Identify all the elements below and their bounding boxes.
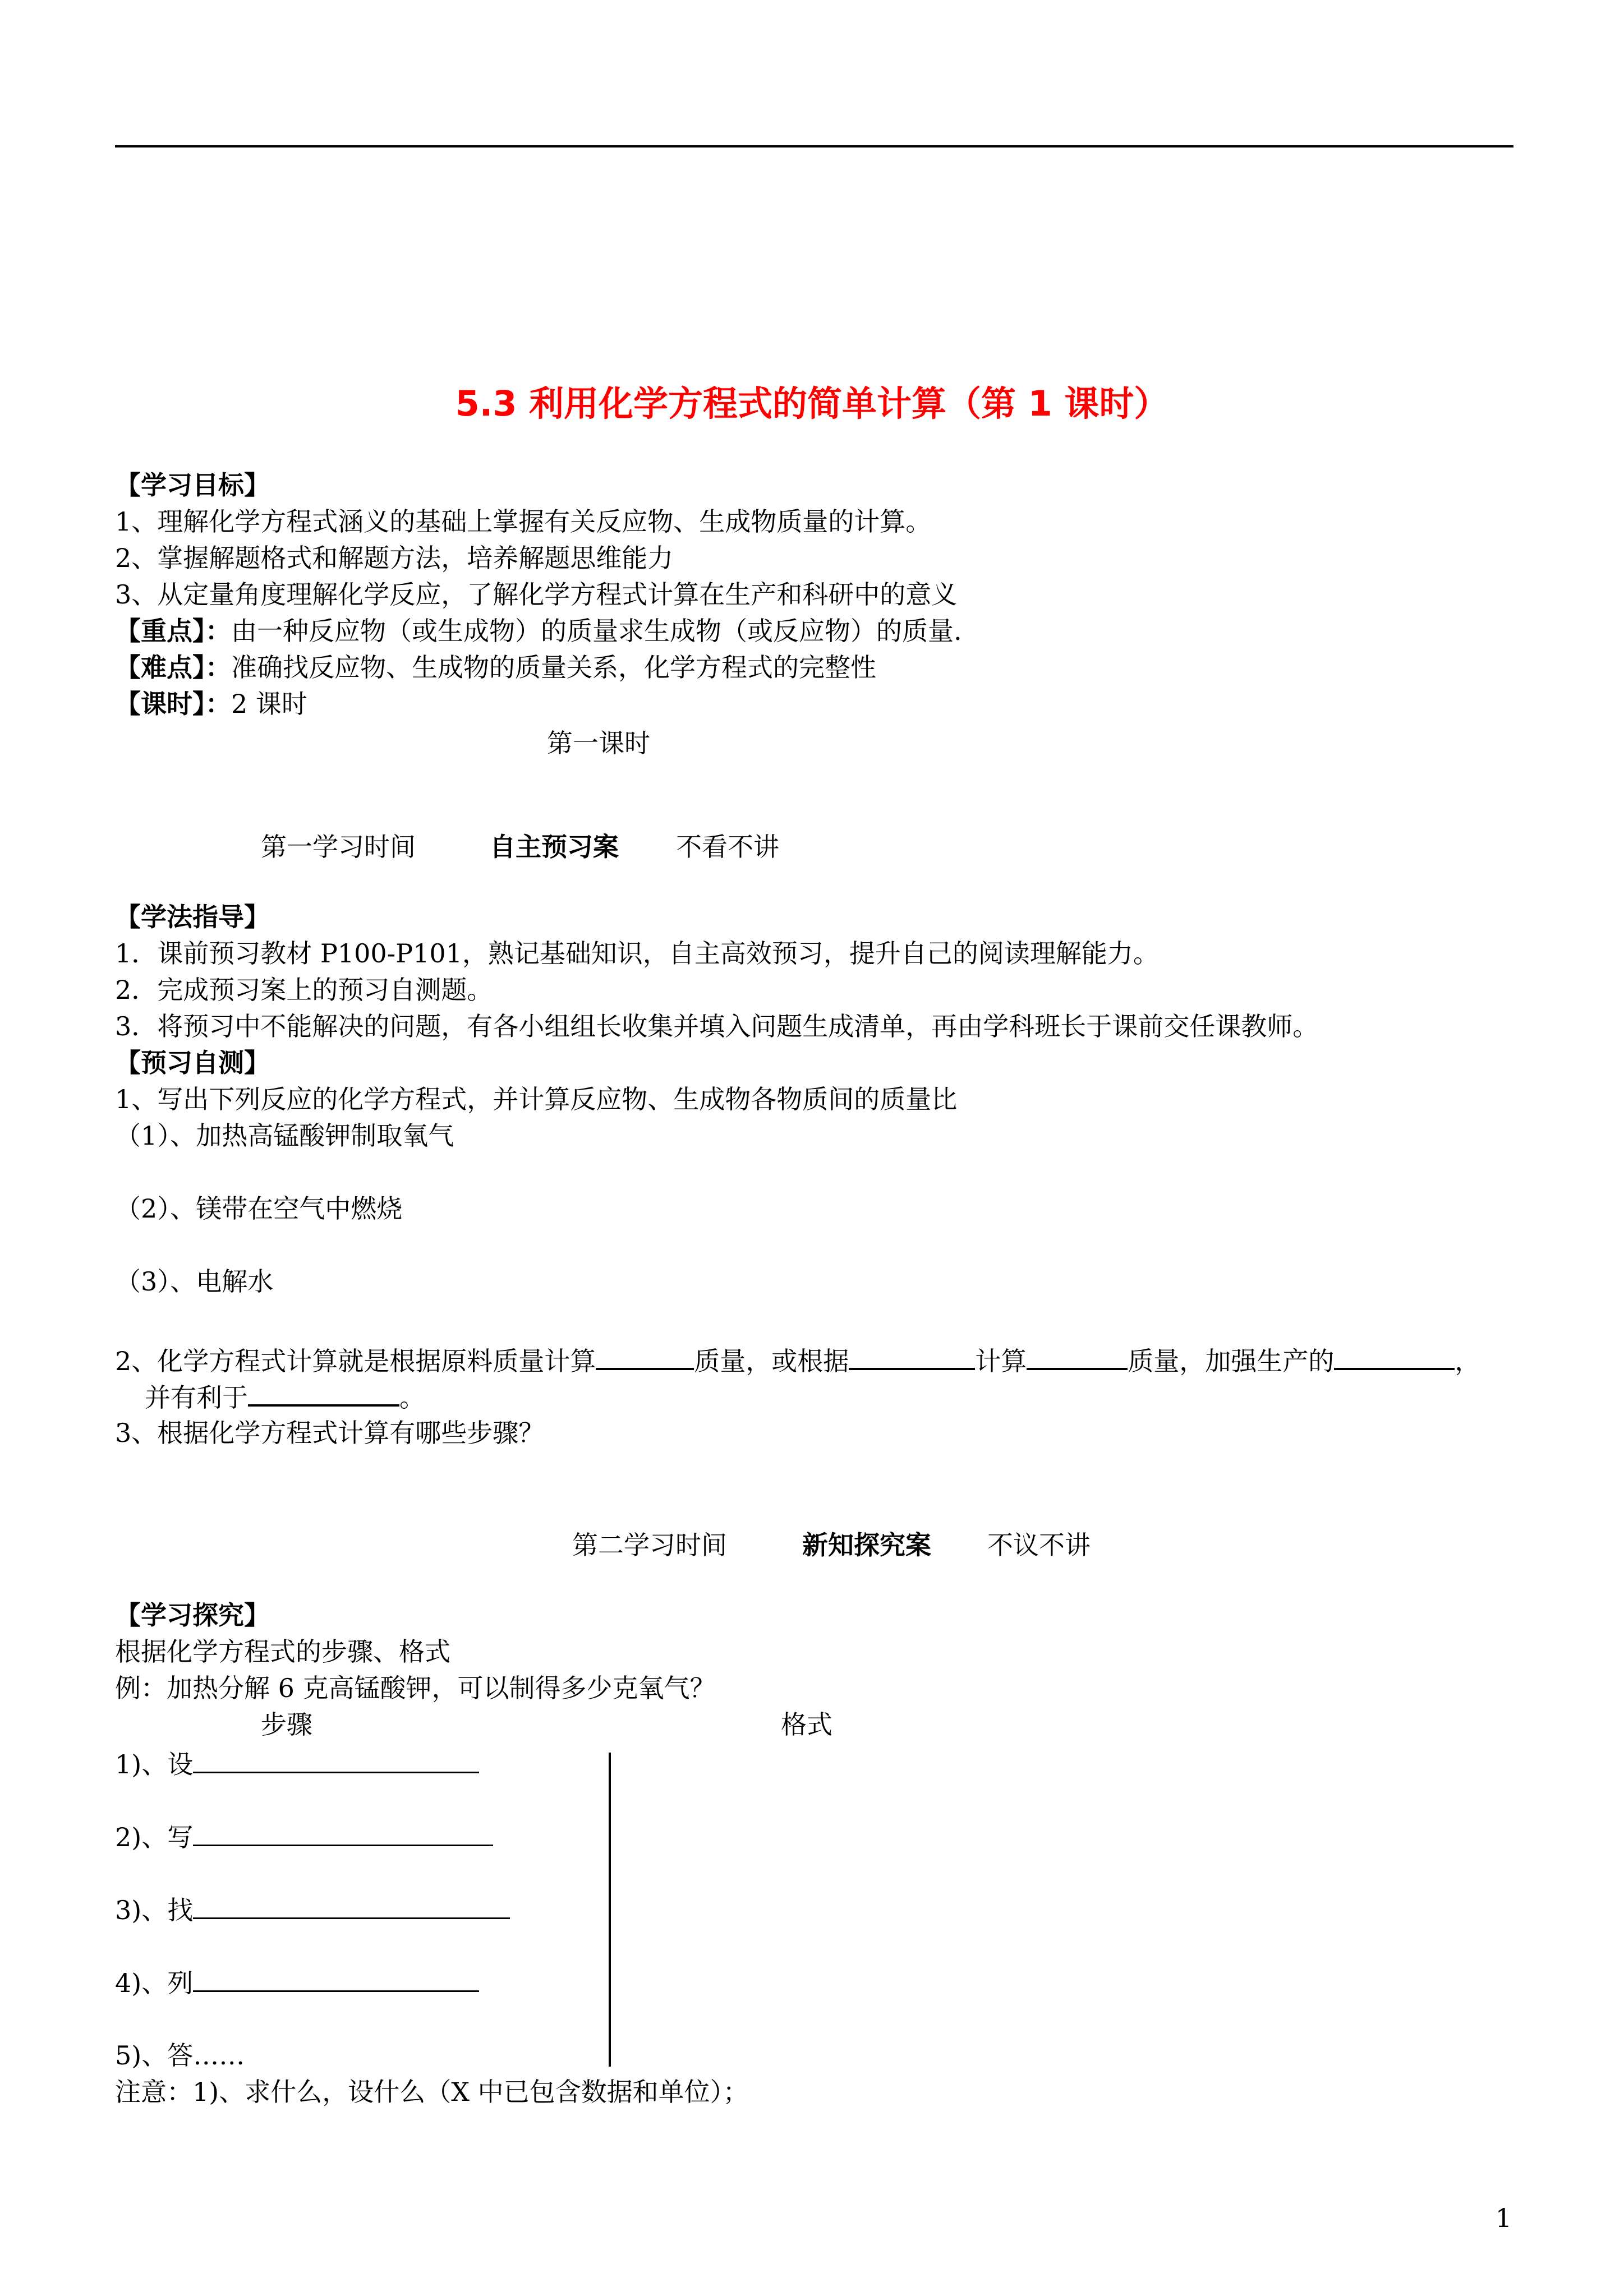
q2-text-4: 质量，加强生产的 — [1128, 1346, 1335, 1376]
section1-name: 自主预习案 — [490, 832, 619, 862]
selftest-q1-item-1: （1）、加热高锰酸钾制取氧气 — [115, 1121, 454, 1151]
q2-blank-5[interactable] — [248, 1380, 399, 1407]
selftest-q1-item-2: （2）、镁带在空气中燃烧 — [115, 1193, 403, 1224]
step-2-blank[interactable] — [193, 1820, 493, 1846]
objective-1: 1、理解化学方程式涵义的基础上掌握有关反应物、生成物质量的计算。 — [115, 506, 932, 537]
step-5: 5)、答…… — [115, 2040, 245, 2071]
difficulty-text: 准确找反应物、生成物的质量关系，化学方程式的完整性 — [231, 652, 876, 683]
step-3-label: 3)、找 — [115, 1895, 194, 1925]
step-4 — [115, 1966, 479, 2000]
step-3 — [115, 1893, 510, 1927]
key-point-text: 由一种反应物（或生成物）的质量求生成物（或反应物）的质量. — [231, 616, 962, 646]
section1-time: 第一学习时间 — [261, 832, 416, 862]
explore-example: 例：加热分解 6 克高锰酸钾，可以制得多少克氧气？ — [115, 1673, 716, 1703]
column-divider — [609, 1753, 611, 2067]
step-4-blank[interactable] — [193, 1966, 479, 1992]
objective-3: 3、从定量角度理解化学反应，了解化学方程式计算在生产和科研中的意义 — [115, 579, 958, 610]
objective-2: 2、掌握解题格式和解题方法，培养解题思维能力 — [115, 543, 674, 573]
step-1 — [115, 1747, 479, 1781]
q2-blank-2[interactable] — [849, 1343, 975, 1370]
step-1-blank[interactable] — [193, 1747, 479, 1773]
step-4-label: 4)、列 — [115, 1968, 194, 1998]
q2-text-1: 2、化学方程式计算就是根据原料质量计算 — [115, 1346, 596, 1376]
lesson-label: 第一课时 — [547, 728, 650, 758]
section2-name: 新知探究案 — [802, 1530, 931, 1560]
explore-note: 注意：1)、求什么，设什么（X 中已包含数据和单位）； — [115, 2077, 749, 2107]
page-number: 1 — [1495, 2203, 1512, 2233]
selftest-q2 — [115, 1343, 1480, 1378]
method-item-3: 3．将预习中不能解决的问题，有各小组组长收集并填入问题生成清单，再由学科班长于课前交任课教师。 — [115, 1011, 1319, 1041]
difficulty — [115, 651, 876, 684]
page-title: 5.3 利用化学方程式的简单计算（第 1 课时） — [455, 383, 1169, 424]
explore-subtitle: 根据化学方程式的步骤、格式 — [115, 1636, 450, 1667]
q2-text-3: 计算 — [975, 1346, 1027, 1376]
hours-text: 2 课时 — [231, 689, 307, 719]
method-item-1: 1．课前预习教材 P100-P101，熟记基础知识，自主高效预习，提升自己的阅读理解能力。 — [115, 938, 1159, 969]
q2-text-5: ， — [1455, 1346, 1481, 1376]
section2-rule: 不议不讲 — [987, 1530, 1091, 1560]
objectives-heading: 【学习目标】 — [115, 470, 270, 500]
header-rule — [115, 145, 1513, 147]
q2-text-2: 质量，或根据 — [694, 1346, 849, 1376]
hours — [115, 687, 307, 721]
explore-heading: 【学习探究】 — [115, 1600, 270, 1630]
selftest-heading: 【预习自测】 — [115, 1048, 270, 1078]
col-steps-header: 步骤 — [261, 1709, 312, 1740]
col-format-header: 格式 — [781, 1709, 832, 1740]
q2-blank-1[interactable] — [596, 1343, 694, 1370]
step-3-blank[interactable] — [193, 1893, 510, 1919]
selftest-q2-line2 — [145, 1380, 425, 1414]
q2-line2-text-2: 。 — [399, 1382, 425, 1413]
selftest-q1-item-3: （3）、电解水 — [115, 1266, 274, 1297]
hours-label: 【课时】： — [115, 689, 231, 719]
selftest-q1: 1、写出下列反应的化学方程式，并计算反应物、生成物各物质间的质量比 — [115, 1084, 958, 1114]
selftest-q3: 3、根据化学方程式计算有哪些步骤？ — [115, 1418, 545, 1448]
difficulty-label: 【难点】： — [115, 652, 231, 683]
method-heading: 【学法指导】 — [115, 902, 270, 932]
q2-line2-text-1: 并有利于 — [145, 1382, 248, 1413]
section1-rule: 不看不讲 — [676, 832, 779, 862]
key-point — [115, 614, 962, 648]
step-2 — [115, 1820, 493, 1854]
step-1-label: 1)、设 — [115, 1749, 194, 1779]
q2-blank-3[interactable] — [1027, 1343, 1128, 1370]
key-point-label: 【重点】： — [115, 616, 231, 646]
q2-blank-4[interactable] — [1334, 1343, 1455, 1370]
method-item-2: 2．完成预习案上的预习自测题。 — [115, 975, 493, 1005]
section2-time: 第二学习时间 — [572, 1530, 727, 1560]
step-2-label: 2)、写 — [115, 1822, 194, 1852]
